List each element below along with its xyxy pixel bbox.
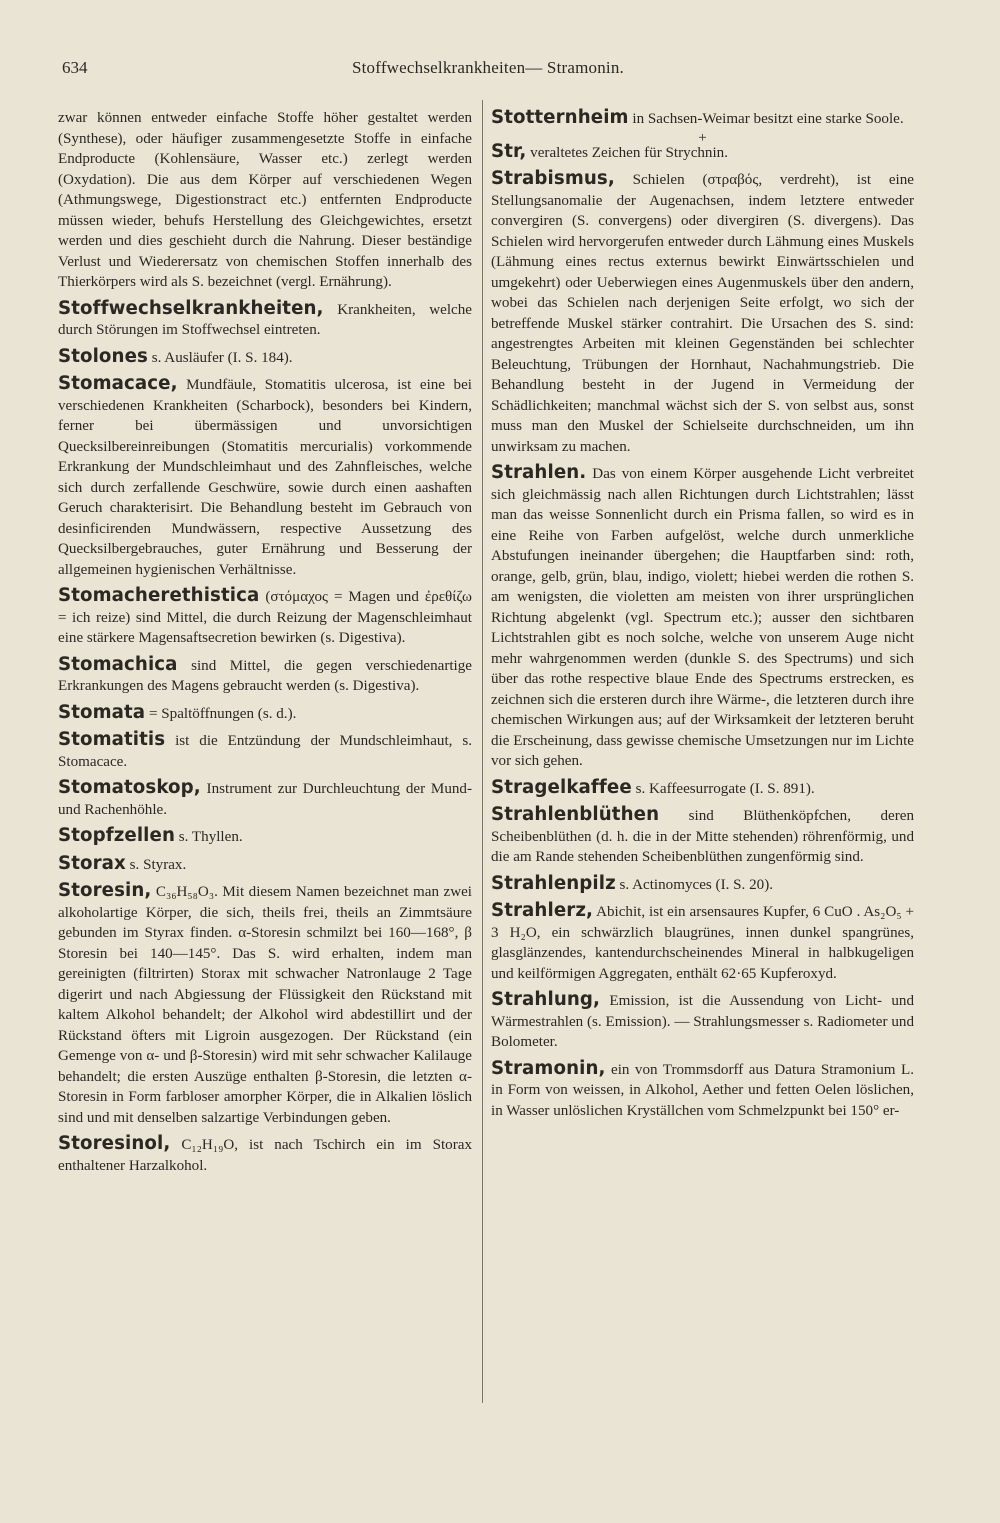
entry-stoffwechselkrankheiten (58, 299, 472, 341)
entry-text: sind Blüthenköpfchen, deren Scheibenblüthen (d. h. die in der Mitte stehenden) röhrenförmig, und die am Rande stehenden Scheibenblüthen zungenförmig sind. (491, 808, 914, 865)
entry-headword: Stomacace, (58, 373, 178, 394)
entry-headword: Strahlen. (491, 462, 587, 483)
entry-text: Instrument zur Durchleuchtung der Mund- und Rachenhöhle. (58, 781, 472, 818)
entry-headword: Strabismus, (491, 168, 615, 189)
entry-stragelkaffee (491, 778, 914, 800)
entry-storax (58, 854, 472, 876)
entry-stopfzellen (58, 826, 472, 848)
entry-text: s. Kaffeesurrogate (I. S. 891). (631, 780, 815, 797)
entry-headword: Stolones (58, 345, 148, 367)
entry-text: in Sachsen-Weimar besitzt eine starke Soole. (628, 111, 904, 127)
right-column (491, 108, 914, 1423)
entry-stramonin (491, 1059, 914, 1122)
entry-headword: Strahlenblüthen (491, 804, 660, 825)
left-column (58, 108, 472, 1423)
continuation-text: zwar können entweder einfache Stoffe höher gestaltet werden (Synthese), oder häufiger zusammengesetzte Stoffe in einfache Endproducte (Kohlensäure, Wasser etc.) zerlegt werden (Oxydation). Die aus dem Körper auf verschiedenen Wegen (Athmungswege, Digestionstract etc.) entfernten Endproducte müssen wieder, behufs Herstellung des Gleichgewichtes, ersetzt werden und dies geschieht durch die Nahrung. Dieser beständige Verlust und Wiederersatz von chemischen Stoffen innerhalb des Thierkörpers wird als S. bezeichnet (vergl. Ernährung). (58, 110, 472, 290)
entry-text: Mundfäule, Stomatitis ulcerosa, ist eine bei verschiedenen Krankheiten (Scharbock), besonders bei Kindern, ferner bei übermässigen und unvorsichtigen Quecksilbereinreibungen (Stomatitis mercurialis) vorkommende Erkrankung der Mundschleimhaut und des Zahnfleisches, welche sich durch zerfallende Geschwüre, sowie durch einen aashaften Geruch charakterisirt. Die Behandlung besteht im Gebrauch von desinficirenden Mundwässern, respective Aussetzung des Quecksilbergebrauches, guter Ernährung und Besserung der allgemeinen hygienischen Verhältnisse. (58, 377, 472, 578)
entry-headword: Stopfzellen (58, 825, 175, 846)
entry-strahlenpilz (491, 874, 914, 896)
entry-text: C₁₂H₁₉O, ist nach Tschirch ein im Storax enthaltener Harzalkohol. (58, 1137, 472, 1174)
entry-stomatoskop (58, 778, 472, 820)
entry-strahlung (491, 990, 914, 1053)
entry-text: s. Actinomyces (I. S. 20). (615, 876, 773, 893)
entry-text: Schielen (στραβός, verdreht), ist eine Stellungsanomalie der Augenachsen, indem letztere entweder convergiren (S. convergens) oder divergiren (S. divergens). Das Schielen wird hervorgerufen entweder durch Lähmung eines Muskels (Lähmung eines rectus externus bewirkt Einwärtsschielen und umgekehrt) oder Ueberwiegen eines Augenmuskels über den andern, wobei das Schielen nach derjenigen Seite erfolgt, wo sich der betreffende Muskel stärker contrahirt. Die Ursachen des S. sind: angestrengtes Arbeiten mit kleinen Gegenständen bei schlechter Beleuchtung, Trübungen der Hornhaut, Nachahmungstrieb. Die Behandlung besteht in der Jugend in Vermeidung der Schädlichkeiten; manchmal wächst sich der S. von selbst aus, sonst muss man den Muskel der Schielseite durchschneiden, um ihn unwirksam zu machen. (491, 172, 914, 455)
entry-strabismus (491, 169, 914, 457)
entry-headword: Storesin, (58, 880, 152, 901)
entry-headword: Strahlenpilz (491, 872, 616, 894)
entry-text: (στόμαχος = Magen und ἐρεθίζω = ich reize) sind Mittel, die durch Reizung der Magenschleimhaut eine stärkere Magensaftsecretion bewirken (s. Digestiva). (58, 589, 472, 646)
separator-mark: + (698, 129, 707, 146)
page-header (62, 58, 914, 84)
entry-headword: Stomachica (58, 653, 178, 675)
entry-headword: Storax (58, 852, 126, 874)
entry-stolones (58, 347, 472, 369)
entry-headword: Strahlung, (491, 989, 601, 1010)
entry-text: s. Thyllen. (175, 829, 243, 845)
entry-headword: Stomata (58, 701, 146, 723)
entry-strahlerz (491, 901, 914, 984)
entry-stomacace (58, 374, 472, 580)
entry-stomatitis (58, 730, 472, 772)
entry-text: = Spaltöffnungen (s. d.). (145, 705, 297, 722)
entry-text: s. Ausläufer (I. S. 184). (147, 349, 293, 366)
entry-text: Das von einem Körper ausgehende Licht verbreitet sich gleichmässig nach allen Richtungen durch Lichtstrahlen; lässt man das weisse Sonnenlicht durch ein Prisma fallen, so wird es in eine Reihe von Farben aufgelöst, welche durch unmerkliche Abstufungen ineinander übergehen; die Hauptfarben sind: roth, orange, gelb, grün, blau, indigo, violett; hiebei werden die rothen S. am wenigsten, die violetten am meisten von ihrer ursprünglichen Richtung abgelenkt (vgl. Spectrum etc.); ausser den sichtbaren Lichtstrahlen gibt es noch solche, welche von unserem Auge nicht mehr wahrgenommen werden (dunkle S. des Spectrums) und sich über das rothe respective blaue Ende des Spectrums erstrecken, es zeichnen sich die ersteren durch ihre Wärme-, die letzteren durch ihre chemischen Wirkungen aus; auf der Wirksamkeit der letzteren beruht die Erscheinung, dass gewisse chemische Umsetzungen nur im Lichte vor sich gehen. (491, 466, 914, 769)
entry-text: ein von Trommsdorff aus Datura Stramonium L. in Form von weissen, in Alkohol, Aether und fetten Oelen löslichen, in Wasser unlöslichen Kryställchen vom Schmelzpunkt bei 150° er- (491, 1061, 914, 1119)
entry-headword: Stragelkaffee (491, 776, 632, 798)
entry-stomata (58, 703, 472, 725)
entry-stomachica (58, 655, 472, 697)
entry-text: ist die Entzündung der Mundschleimhaut, s. Stomacace. (58, 733, 472, 770)
entry-text: s. Styrax. (125, 856, 187, 873)
entry-text: C₃₆H₅₈O₃. Mit diesem Namen bezeichnet man zwei alkoholartige Körper, die sich, theils frei, theils an Zimmtsäure gebunden im Styrax finden. α-Storesin schmilzt bei 160—168°, β Storesin bei 140—145°. Das S. wird erhalten, indem man gereinigten (filtrirten) Storax mit schwacher Natronlauge 2 Tage digerirt und nach Abgiessung der Flüssigkeit den Rückstand mit kaltem Alkohol behandelt; der Alkohol wird abdestillirt und der Rückstand öfters mit Ligroin ausgezogen. Der Rückstand (ein Gemenge von α- und β-Storesin) wird mit sehr schwacher Kalilauge behandelt; die ersten Auszüge enthalten β-Storesin, die letzten α-Storesin in Form farbloser amorpher Körper, die in Alkalien löslich sind und mit denselben salzartige Verbindungen geben. (58, 884, 472, 1126)
page-number: 634 (62, 58, 88, 77)
entry-storesin (58, 881, 472, 1128)
entry-headword: Str, (491, 140, 527, 162)
entry-text: sind Mittel, die gegen verschiedenartige Erkrankungen des Magens gebraucht werden (s. Digestiva). (58, 657, 472, 694)
column-divider (482, 100, 483, 1403)
entry-strahlen (491, 463, 914, 772)
entry-stomacherethistica (58, 586, 472, 649)
entry-str (491, 142, 914, 164)
entry-text: Emission, ist die Aussendung von Licht- und Wärmestrahlen (s. Emission). — Strahlungsmesser s. Radiometer und Bolometer. (491, 993, 914, 1050)
entry-headword: Strahlerz, (491, 900, 594, 921)
entry-stotternheim (491, 108, 914, 130)
entry-headword: Stramonin, (491, 1057, 606, 1079)
entry-headword: Stomatitis (58, 729, 166, 750)
entry-headword: Stomacherethistica (58, 585, 260, 606)
entry-headword: Storesinol, (58, 1133, 171, 1154)
entry-storesinol (58, 1134, 472, 1176)
entry-strahlenbluethen (491, 805, 914, 868)
entry-headword: Stotternheim (491, 108, 629, 128)
entry-text: Abichit, ist ein arsensaures Kupfer, 6 CuO . As₂O₅ + 3 H₂O, ein schwärzlich blaugrünes, innen dunkel spangrünes, glasglänzendes, kantendurchscheinendes Mineral in halbkugeligen und keilförmigen Aggregaten, enthält 62·65 Kupferoxyd. (491, 904, 914, 982)
entry-headword: Stoffwechselkrankheiten, (58, 297, 324, 319)
entry-text: veraltetes Zeichen für Strychnin. (526, 144, 728, 161)
entry-headword: Stomatoskop, (58, 777, 201, 798)
entry-text: Krankheiten, welche durch Störungen im Stoffwechsel eintreten. (58, 301, 472, 338)
running-title: Stoffwechselkrankheiten— Stramonin. (351, 58, 625, 77)
